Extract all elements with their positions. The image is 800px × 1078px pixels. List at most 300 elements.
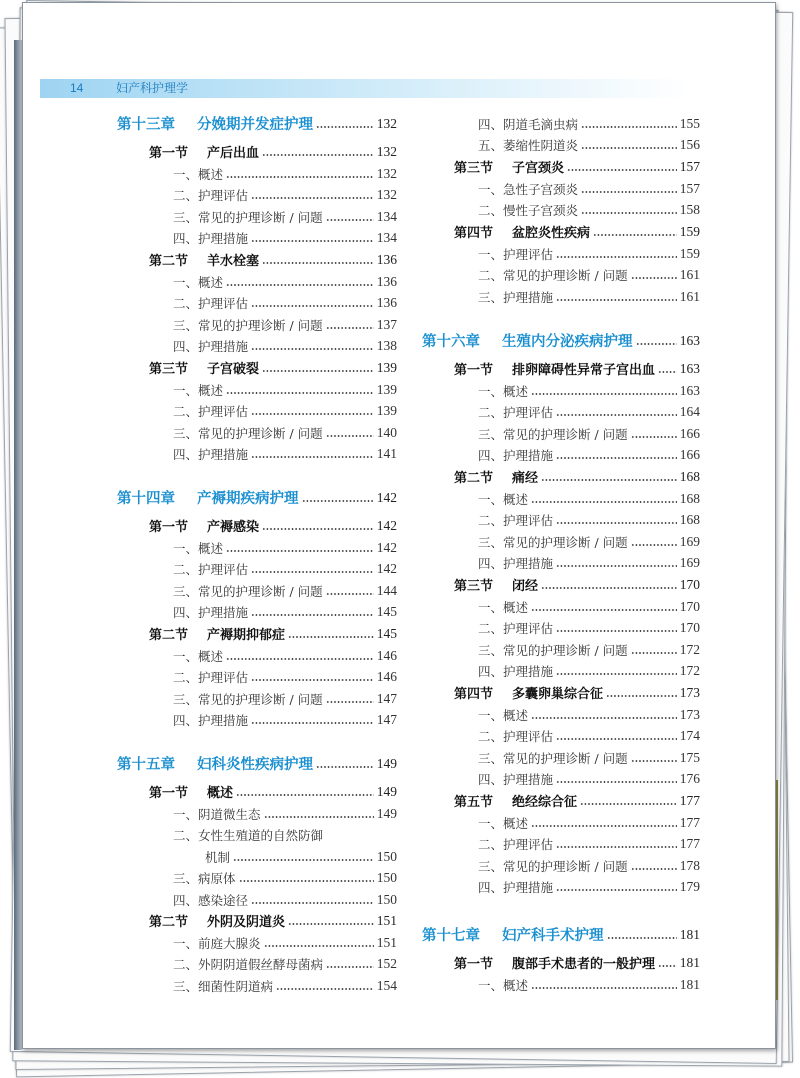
toc-page-number: 142	[376, 489, 397, 505]
toc-page-number: 181	[679, 926, 700, 942]
toc-entry-label	[454, 683, 603, 702]
toc-entry-title: 四、感染途径	[173, 892, 249, 908]
dot-leader	[326, 701, 374, 703]
toc-entry-label	[422, 330, 633, 351]
toc-item-entry[interactable]	[422, 725, 700, 746]
toc-page-number: 177	[679, 814, 700, 830]
toc-item-entry[interactable]	[117, 889, 397, 910]
toc-section-entry[interactable]	[117, 141, 397, 162]
toc-entry-label	[205, 848, 230, 866]
toc-entry-label	[478, 245, 553, 263]
toc-entry-label	[173, 690, 323, 708]
toc-entry-label	[478, 749, 628, 767]
toc-item-entry[interactable]	[422, 488, 700, 509]
toc-entry-label	[478, 662, 553, 680]
toc-entry-title: 四、护理措施	[478, 771, 554, 787]
toc-entry-title: 四、护理措施	[478, 447, 554, 463]
toc-entry-label	[173, 424, 323, 442]
toc-page-number: 132	[376, 143, 397, 159]
toc-page-number: 155	[679, 115, 700, 131]
dot-leader	[233, 859, 374, 861]
toc-item-entry[interactable]	[422, 552, 700, 573]
toc-entry-title: 四、护理措施	[173, 712, 249, 728]
toc-entry-title: 四、护理措施	[173, 338, 249, 354]
dot-leader	[326, 593, 374, 595]
toc-item-entry[interactable]	[422, 286, 700, 307]
toc-page-number: 138	[376, 337, 397, 353]
toc-page-number: 150	[376, 869, 397, 885]
section-number: 第二节	[454, 471, 494, 486]
toc-entry-label	[478, 115, 578, 133]
toc-entry-title: 三、常见的护理诊断 / 问题	[173, 691, 323, 707]
toc-entry-title: 三、常见的护理诊断 / 问题	[173, 209, 323, 225]
toc-item-entry[interactable]	[117, 932, 397, 953]
dot-leader	[251, 571, 374, 573]
toc-section-entry[interactable]	[117, 249, 397, 270]
toc-entry-label	[149, 250, 259, 269]
dot-leader	[607, 937, 677, 939]
toc-page-number: 149	[376, 805, 397, 821]
toc-entry-title: 二、女性生殖道的自然防御	[173, 827, 324, 843]
toc-entry-title: 二、常见的护理诊断 / 问题	[478, 267, 628, 283]
toc-page-number: 173	[679, 684, 700, 700]
toc-entry-label	[173, 445, 248, 463]
toc-page-number: 132	[376, 186, 397, 202]
toc-item-entry[interactable]	[117, 666, 397, 687]
toc-entry-title: 二、护理评估	[173, 295, 249, 311]
toc-entry-title: 一、概述	[478, 491, 529, 507]
toc-item-entry[interactable]	[117, 227, 397, 248]
dot-leader	[556, 673, 677, 675]
dot-leader	[631, 277, 677, 279]
toc-entry-title: 四、护理措施	[173, 446, 249, 462]
toc-entry-label	[478, 403, 553, 421]
toc-entry-label	[454, 467, 538, 486]
dot-leader	[556, 889, 677, 891]
dot-leader	[251, 348, 374, 350]
toc-page-number: 136	[376, 273, 397, 289]
toc-entry-title: 一、前庭大腺炎	[173, 935, 261, 951]
toc-section-entry[interactable]	[422, 682, 700, 703]
toc-entry-title: 二、护理评估	[478, 404, 554, 420]
toc-item-entry[interactable]	[422, 660, 700, 681]
dot-leader	[251, 456, 374, 458]
dot-leader	[326, 219, 374, 221]
chapter-number: 第十三章	[117, 117, 175, 133]
toc-entry-title: 一、概述	[173, 166, 224, 182]
dot-leader	[631, 868, 677, 870]
toc-page-number: 149	[376, 755, 397, 771]
toc-page-number: 161	[679, 288, 700, 304]
toc-section-entry[interactable]	[117, 515, 397, 536]
toc-entry-title: 排卵障碍性异常子宫出血	[512, 363, 656, 378]
dot-leader	[239, 880, 374, 882]
toc-page-number: 166	[679, 446, 700, 462]
toc-entry-title: 一、概述	[173, 648, 224, 664]
running-header	[40, 79, 690, 98]
toc-entry-title: 闭经	[512, 579, 539, 594]
book-spine-edge	[14, 40, 22, 1050]
toc-page-number: 176	[679, 770, 700, 786]
toc-page-number: 164	[679, 403, 700, 419]
toc-item-entry[interactable]	[422, 113, 700, 134]
toc-entry-label	[173, 603, 248, 621]
toc-chapter-entry[interactable]	[117, 487, 397, 508]
chapter-number: 第十七章	[422, 928, 480, 944]
toc-entry-label	[173, 934, 261, 952]
dot-leader	[264, 816, 374, 818]
toc-chapter-entry[interactable]	[422, 330, 700, 351]
dot-leader	[580, 803, 677, 805]
toc-entry-title: 产褥期抑郁症	[207, 628, 286, 643]
toc-entry-title: 四、护理措施	[478, 555, 554, 571]
dot-leader	[556, 781, 677, 783]
toc-entry-label	[173, 668, 248, 686]
toc-item-entry[interactable]	[117, 975, 397, 996]
section-number: 第二节	[149, 254, 189, 269]
toc-page-number: 179	[679, 878, 700, 894]
toc-item-entry[interactable]	[117, 688, 397, 709]
toc-entry-label	[149, 782, 233, 801]
toc-page-number: 170	[679, 576, 700, 592]
dot-leader	[631, 652, 677, 654]
dot-leader	[581, 147, 677, 149]
dot-leader	[302, 500, 374, 502]
toc-entry-label	[117, 487, 299, 508]
toc-entry-title: 三、细菌性阴道病	[173, 978, 274, 994]
dot-leader	[541, 479, 677, 481]
section-number: 第四节	[454, 226, 494, 241]
toc-entry-title: 一、概述	[478, 815, 529, 831]
toc-entry-title: 二、慢性子宫颈炎	[478, 202, 579, 218]
toc-entry-title: 三、常见的护理诊断 / 问题	[478, 426, 628, 442]
toc-page-number: 150	[376, 891, 397, 907]
toc-item-entry[interactable]	[422, 639, 700, 660]
toc-item-entry[interactable]	[422, 531, 700, 552]
toc-page-number: 147	[376, 711, 397, 727]
toc-entry-label	[478, 533, 628, 551]
dot-leader	[288, 923, 374, 925]
dot-leader	[236, 794, 374, 796]
dot-leader	[316, 126, 374, 128]
dot-leader	[556, 256, 677, 258]
toc-entry-label	[173, 955, 323, 973]
dot-leader	[556, 565, 677, 567]
toc-item-entry[interactable]	[117, 335, 397, 356]
toc-page-number: 173	[679, 706, 700, 722]
toc-item-entry[interactable]	[422, 812, 700, 833]
dot-leader	[226, 284, 374, 286]
dot-leader	[531, 717, 677, 719]
toc-page-number: 181	[679, 954, 700, 970]
toc-entry-title: 二、外阴阴道假丝酵母菌病	[173, 956, 324, 972]
toc-entry-label	[173, 805, 261, 823]
dot-leader	[556, 846, 677, 848]
toc-item-entry[interactable]	[422, 401, 700, 422]
toc-page-number: 149	[376, 783, 397, 799]
toc-entry-title: 四、护理措施	[173, 230, 249, 246]
toc-item-entry[interactable]	[422, 833, 700, 854]
toc-item-entry[interactable]	[422, 509, 700, 530]
toc-page-number: 151	[376, 912, 397, 928]
toc-page-number: 158	[679, 201, 700, 217]
toc-page-number: 145	[376, 625, 397, 641]
toc-section-entry[interactable]	[422, 466, 700, 487]
toc-item-entry[interactable]	[117, 271, 397, 292]
toc-section-entry[interactable]	[422, 574, 700, 595]
toc-page-number: 157	[679, 158, 700, 174]
chapter-number: 第十四章	[117, 491, 175, 507]
dot-leader	[326, 327, 374, 329]
toc-item-entry[interactable]	[422, 264, 700, 285]
toc-entry-label	[478, 814, 528, 832]
dot-leader	[631, 544, 677, 546]
toc-item-entry[interactable]	[422, 768, 700, 789]
toc-item-entry[interactable]	[422, 596, 700, 617]
toc-entry-title: 妇科炎性疾病护理	[197, 757, 313, 773]
toc-entry-label	[478, 770, 553, 788]
toc-item-entry[interactable]	[117, 400, 397, 421]
toc-item-entry[interactable]	[117, 867, 397, 888]
toc-item-entry[interactable]	[117, 601, 397, 622]
dot-leader	[631, 436, 677, 438]
toc-entry-title: 二、护理评估	[173, 669, 249, 685]
toc-item-entry[interactable]	[422, 876, 700, 897]
toc-item-entry[interactable]	[422, 747, 700, 768]
toc-entry-label	[149, 358, 259, 377]
toc-entry-label	[454, 791, 577, 810]
toc-item-entry[interactable]	[117, 645, 397, 666]
dot-leader	[262, 154, 374, 156]
dot-leader	[251, 614, 374, 616]
toc-entry-label	[478, 976, 528, 994]
toc-entry-title: 二、护理评估	[173, 187, 249, 203]
toc-entry-label	[478, 641, 628, 659]
toc-page-number: 178	[679, 857, 700, 873]
toc-item-entry[interactable]	[117, 580, 397, 601]
toc-item-entry[interactable]	[422, 199, 700, 220]
dot-leader	[531, 501, 677, 503]
dot-leader	[251, 679, 374, 681]
toc-entry-label	[173, 381, 223, 399]
toc-entry-label	[454, 575, 538, 594]
toc-entry-label	[478, 511, 553, 529]
toc-section-entry[interactable]	[422, 156, 700, 177]
toc-entry-title: 五、萎缩性阴道炎	[478, 137, 579, 153]
toc-page-number: 142	[376, 517, 397, 533]
toc-entry-title: 产后出血	[207, 146, 260, 161]
toc-entry-title: 三、病原体	[173, 870, 236, 886]
toc-entry-label	[454, 359, 655, 378]
dot-leader	[658, 965, 677, 967]
toc-item-entry[interactable]	[422, 704, 700, 725]
toc-section-entry[interactable]	[422, 221, 700, 242]
dot-leader	[531, 825, 677, 827]
toc-entry-label	[478, 490, 528, 508]
toc-item-entry[interactable]	[117, 824, 397, 845]
toc-item-entry[interactable]	[117, 709, 397, 730]
toc-entry-title: 机制	[205, 849, 231, 865]
toc-entry-label	[173, 826, 323, 844]
toc-section-entry[interactable]	[422, 790, 700, 811]
toc-entry-label	[173, 539, 223, 557]
toc-entry-label	[478, 835, 553, 853]
toc-item-entry[interactable]	[422, 134, 700, 155]
toc-entry-title: 分娩期并发症护理	[197, 117, 313, 133]
toc-entry-label	[478, 878, 553, 896]
toc-entry-label	[478, 180, 578, 198]
toc-entry-label	[478, 201, 578, 219]
chapter-number: 第十六章	[422, 334, 480, 350]
dot-leader	[531, 393, 677, 395]
dot-leader	[288, 636, 374, 638]
toc-entry-title: 一、阴道微生态	[173, 806, 261, 822]
toc-page-number: 156	[679, 136, 700, 152]
section-number: 第三节	[454, 579, 494, 594]
dot-leader	[251, 240, 374, 242]
toc-item-entry[interactable]	[117, 422, 397, 443]
dot-leader	[262, 262, 374, 264]
toc-section-entry[interactable]	[422, 952, 700, 973]
toc-item-entry[interactable]	[422, 423, 700, 444]
toc-entry-label	[149, 911, 285, 930]
dot-leader	[531, 987, 677, 989]
toc-entry-label	[478, 446, 553, 464]
toc-page-number: 134	[376, 208, 397, 224]
toc-entry-title: 妇产科手术护理	[502, 928, 604, 944]
section-number: 第五节	[454, 795, 494, 810]
toc-page-number: 139	[376, 381, 397, 397]
toc-entry-title: 二、护理评估	[478, 836, 554, 852]
toc-entry-title: 一、概述	[173, 274, 224, 290]
toc-page-number: 169	[679, 554, 700, 570]
toc-item-entry[interactable]	[117, 206, 397, 227]
toc-chapter-entry[interactable]	[117, 113, 397, 134]
toc-page-number: 137	[376, 316, 397, 332]
toc-page-number: 170	[679, 619, 700, 635]
toc-entry-label	[478, 554, 553, 572]
section-number: 第一节	[454, 957, 494, 972]
toc-entry-label	[478, 727, 553, 745]
toc-item-entry[interactable]	[422, 855, 700, 876]
toc-page-number: 159	[679, 245, 700, 261]
toc-item-entry[interactable]	[117, 803, 397, 824]
toc-entry-title: 一、急性子宫颈炎	[478, 181, 579, 197]
toc-entry-label	[173, 582, 323, 600]
dot-leader	[262, 528, 374, 530]
toc-page-number: 169	[679, 533, 700, 549]
toc-page-number: 172	[679, 662, 700, 678]
toc-entry-label	[173, 711, 248, 729]
toc-item-entry[interactable]	[117, 846, 397, 867]
toc-item-entry[interactable]	[117, 184, 397, 205]
toc-entry-title: 三、常见的护理诊断 / 问题	[478, 750, 628, 766]
toc-item-entry[interactable]	[422, 974, 700, 995]
toc-page-number: 168	[679, 490, 700, 506]
toc-entry-title: 一、护理评估	[478, 246, 554, 262]
toc-entry-title: 二、护理评估	[478, 512, 554, 528]
dot-leader	[556, 457, 677, 459]
toc-page-number: 157	[679, 180, 700, 196]
toc-item-entry[interactable]	[422, 444, 700, 465]
toc-entry-title: 多囊卵巢综合征	[512, 687, 604, 702]
toc-entry-title: 一、概述	[478, 977, 529, 993]
section-number: 第四节	[454, 687, 494, 702]
toc-item-entry[interactable]	[422, 380, 700, 401]
toc-entry-label	[478, 857, 628, 875]
toc-page-number: 142	[376, 539, 397, 555]
toc-item-entry[interactable]	[117, 537, 397, 558]
toc-item-entry[interactable]	[422, 617, 700, 638]
toc-chapter-entry[interactable]	[117, 753, 397, 774]
section-number: 第三节	[454, 161, 494, 176]
toc-item-entry[interactable]	[117, 558, 397, 579]
toc-entry-label	[173, 273, 223, 291]
dot-leader	[631, 760, 677, 762]
dot-leader	[556, 414, 677, 416]
toc-page-number: 159	[679, 223, 700, 239]
toc-page-number: 139	[376, 402, 397, 418]
toc-entry-title: 三、常见的护理诊断 / 问题	[478, 642, 628, 658]
dot-leader	[556, 630, 677, 632]
section-number: 第一节	[149, 146, 189, 161]
toc-item-entry[interactable]	[422, 243, 700, 264]
toc-entry-title: 四、护理措施	[478, 663, 554, 679]
toc-chapter-entry[interactable]	[422, 924, 700, 945]
toc-entry-title: 概述	[207, 786, 234, 801]
toc-page-number: 136	[376, 294, 397, 310]
dot-leader	[606, 695, 677, 697]
toc-entry-label	[478, 266, 628, 284]
toc-item-entry[interactable]	[117, 379, 397, 400]
toc-entry-title: 三、护理措施	[478, 289, 554, 305]
toc-section-entry[interactable]	[422, 358, 700, 379]
toc-page-number: 145	[376, 603, 397, 619]
toc-page-number: 177	[679, 792, 700, 808]
toc-page-number: 168	[679, 468, 700, 484]
toc-entry-title: 一、概述	[478, 707, 529, 723]
toc-entry-title: 三、常见的护理诊断 / 问题	[173, 317, 323, 333]
toc-item-entry[interactable]	[422, 178, 700, 199]
toc-page-number: 141	[376, 445, 397, 461]
toc-item-entry[interactable]	[117, 443, 397, 464]
toc-section-entry[interactable]	[117, 781, 397, 802]
dot-leader	[316, 766, 374, 768]
toc-entry-label	[173, 229, 248, 247]
toc-page-number: 163	[679, 332, 700, 348]
toc-item-entry[interactable]	[117, 163, 397, 184]
toc-section-entry[interactable]	[117, 910, 397, 931]
dot-leader	[276, 988, 374, 990]
toc-item-entry[interactable]	[117, 314, 397, 335]
toc-entry-title: 三、常见的护理诊断 / 问题	[478, 534, 628, 550]
toc-item-entry[interactable]	[117, 953, 397, 974]
dot-leader	[581, 212, 677, 214]
dot-leader	[556, 738, 677, 740]
toc-entry-title: 羊水栓塞	[207, 254, 260, 269]
toc-entry-label	[478, 619, 553, 637]
toc-section-entry[interactable]	[117, 623, 397, 644]
toc-entry-label	[149, 624, 285, 643]
toc-page-number: 150	[376, 848, 397, 864]
toc-section-entry[interactable]	[117, 357, 397, 378]
toc-page-number: 177	[679, 835, 700, 851]
toc-entry-title: 绝经综合征	[512, 795, 578, 810]
toc-entry-label	[478, 598, 528, 616]
toc-item-entry[interactable]	[117, 292, 397, 313]
dot-leader	[593, 234, 677, 236]
toc-page-number: 175	[679, 749, 700, 765]
